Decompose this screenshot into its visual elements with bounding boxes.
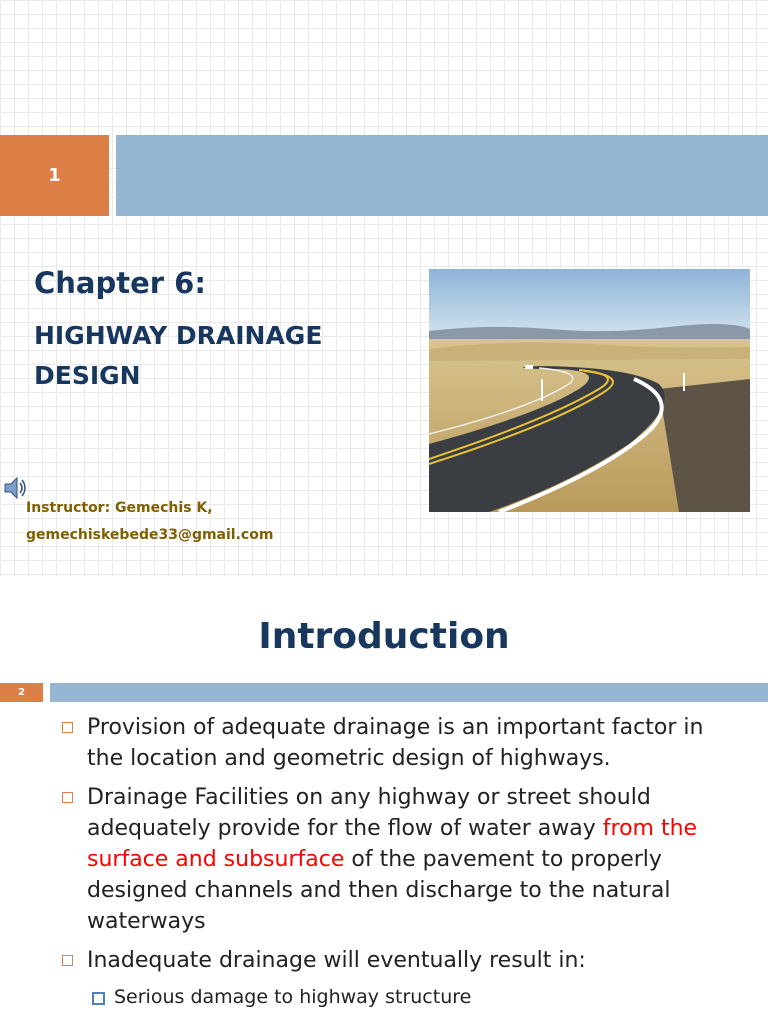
checkbox-bullet-icon xyxy=(62,955,73,966)
checkbox-bullet-icon xyxy=(62,722,73,733)
instructor-email[interactable]: gemechiskebede33@gmail.com xyxy=(26,527,274,543)
instructor-name: Instructor: Gemechis K, xyxy=(26,500,213,516)
bullet-text: Drainage Facilities on any highway or street should adequately provide for the flow of water away xyxy=(87,785,651,841)
chapter-subtitle xyxy=(34,316,374,396)
sub-bullet-item xyxy=(0,984,768,1010)
slide-number: 1 xyxy=(0,135,109,216)
slide-number: 2 xyxy=(0,683,43,702)
square-sub-bullet-icon xyxy=(92,992,105,1005)
header-bar xyxy=(50,683,768,702)
subtitle-line-2: DESIGN xyxy=(34,361,141,390)
slide-2 xyxy=(0,576,768,1024)
bullet-text: of the pavement to properly designed channels and then discharge to the natural waterways xyxy=(87,847,671,934)
bullet-item xyxy=(0,782,768,937)
sub-bullet-text: Serious damage to highway structure xyxy=(114,986,472,1008)
chapter-title: Chapter 6: xyxy=(34,266,206,300)
bullet-text: Inadequate drainage will eventually result in: xyxy=(87,948,586,973)
instructor-info xyxy=(26,495,273,549)
subtitle-line-1: HIGHWAY DRAINAGE xyxy=(34,321,323,350)
bullet-list xyxy=(0,712,768,1010)
road-photo xyxy=(429,269,750,512)
introduction-title: Introduction xyxy=(258,616,510,657)
header-bar xyxy=(116,135,768,216)
bullet-text: Provision of adequate drainage is an important factor in the location and geometric design of highways. xyxy=(87,715,704,771)
bullet-highlight: from the surface and subsurface xyxy=(87,816,698,872)
checkbox-bullet-icon xyxy=(62,792,73,803)
bullet-item xyxy=(0,712,768,774)
bullet-item xyxy=(0,945,768,976)
